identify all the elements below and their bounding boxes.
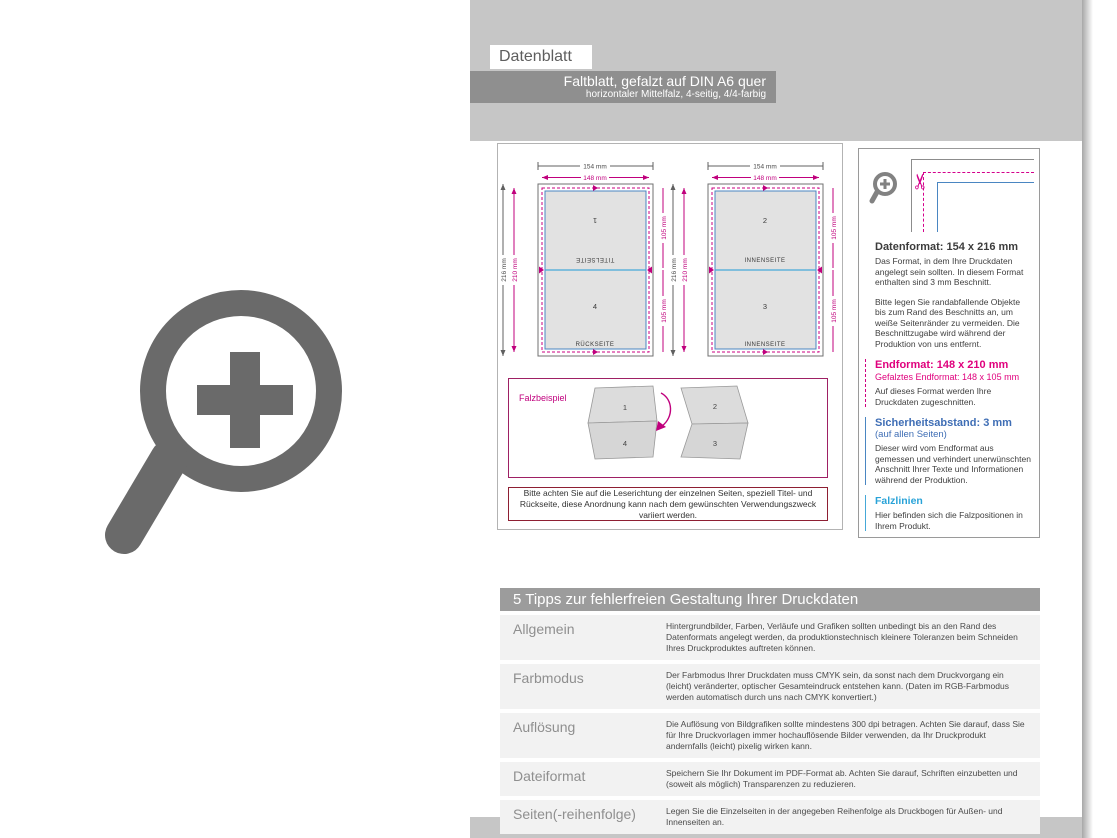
sicherheitsabstand-text: Dieser wird vom Endformat aus gemessen und verhindert unerwünschten Anschnitt Ihrer Texte und Informationen während der Produktion. [875, 443, 1031, 485]
fold-direction-arrow [661, 393, 671, 426]
datenformat-text: Bitte legen Sie randabfallende Objekte bis zum Rand des Beschnitts an, um weiße Seitenränder zu vermeiden. Die Beschnittzugabe wird während der Produktion von uns entfernt. [875, 296, 1021, 349]
measure-height-inner: 210 mm [512, 258, 519, 282]
measure-width-outer: 154 mm [753, 163, 777, 171]
tip-text: Hintergrundbilder, Farben, Verläufe und Grafiken sollten unbedingt bis an den Rand des Datenformats angelegt werden, da produktionstechnisch kleinere Toleranzen beim Schneiden Ihres Druckproduktes auftreten können. [666, 621, 1018, 653]
measure-height-outer: 216 mm [501, 258, 508, 282]
measure-half-top: 105 mm [831, 216, 838, 240]
product-name: Faltblatt, gefalzt auf DIN A6 quer [563, 72, 766, 89]
endformat-folded: Gefalztes Endformat: 148 x 105 mm [875, 372, 1020, 382]
corner-detail-illustration [859, 149, 1039, 233]
sicherheitsabstand-sub: (auf allen Seiten) [875, 429, 947, 440]
measure-width-inner: 148 mm [583, 175, 607, 182]
sheet-page-number: 2 [712, 402, 718, 411]
page-edge-shadow [1082, 0, 1093, 838]
format-info-panel [858, 148, 1040, 538]
fold-example-panel [508, 378, 828, 478]
page-title: Datenblatt [490, 45, 592, 69]
table-row [500, 664, 1040, 709]
sheet-page-number: 1 [622, 403, 628, 412]
reading-direction-note: Bitte achten Sie auf die Leserichtung der einzelnen Seiten, speziell Titel- und Rückseite, diese Anordnung kann nach dem gewünschten Verwendungszweck variiert werden. [508, 487, 828, 521]
tips-table [500, 588, 1040, 834]
table-row [500, 800, 1040, 834]
page-label: TITELSEITE [575, 256, 615, 262]
page-layout-diagram-inner [666, 157, 844, 369]
page-number: 4 [592, 302, 598, 311]
sheet-page-number: 3 [712, 439, 718, 448]
table-row [500, 713, 1040, 758]
tip-label: Seiten(-reihenfolge) [513, 806, 636, 822]
tip-text: Legen Sie die Einzelseiten in der angegeben Reihenfolge als Druckbogen für Außen- und Innenseiten an. [666, 806, 1003, 827]
page-layout-diagram-outer [496, 157, 674, 369]
info-section-sicherheitsabstand [865, 417, 1031, 485]
datenformat-heading: Datenformat: 154 x 216 mm [875, 241, 1019, 253]
info-section-datenformat [865, 241, 1031, 349]
measure-width-inner: 148 mm [753, 175, 777, 182]
tip-text: Die Auflösung von Bildgrafiken sollte mindestens 300 dpi betragen. Achten Sie darauf, dass Sie für Ihre Druckvorlagen immer hochauflösende Bilder verwenden, da Ihr Druckprodukt andernfalls (leicht) pixelig wirken kann. [666, 719, 1025, 751]
measure-half-top: 105 mm [661, 216, 668, 240]
tip-label: Dateiformat [513, 768, 586, 784]
zoom-plus-icon [95, 233, 385, 563]
cut-line-dashed [923, 172, 1034, 232]
endformat-heading: Endformat: 148 x 210 mm [875, 359, 1009, 371]
tip-text: Speichern Sie Ihr Dokument im PDF-Format ab. Achten Sie darauf, Schriften einzubetten und (soweit als möglich) Transparenzen zu reduzieren. [666, 768, 1018, 789]
page-corner-lines [911, 159, 1034, 232]
tip-label: Auflösung [513, 719, 576, 735]
product-spec: horizontaler Mittelfalz, 4-seitig, 4/4-farbig [585, 88, 766, 100]
endformat-text: Auf dieses Format werden Ihre Druckdaten zugeschnitten. [875, 386, 992, 407]
info-section-endformat [865, 359, 1031, 407]
sheet-page-number: 4 [622, 439, 628, 448]
table-row [500, 762, 1040, 796]
info-section-falzlinien [865, 495, 1031, 531]
table-row [500, 615, 1040, 660]
tip-label: Farbmodus [513, 670, 584, 686]
product-subtitle-bar [470, 71, 776, 103]
measure-height-inner: 210 mm [682, 258, 689, 282]
page-label: INNENSEITE [744, 342, 786, 348]
measure-width-outer: 154 mm [583, 163, 607, 171]
page-label: RÜCKSEITE [575, 342, 615, 348]
fold-example-label: Falzbeispiel [519, 393, 567, 403]
sicherheitsabstand-heading: Sicherheitsabstand: 3 mm [875, 417, 1012, 429]
falzlinien-heading: Falzlinien [875, 495, 923, 507]
measure-height-outer: 216 mm [671, 258, 678, 282]
measure-half-bottom: 105 mm [831, 299, 838, 323]
measure-half-bottom: 105 mm [661, 299, 668, 323]
zoom-plus-icon-small [867, 169, 903, 207]
tips-header: 5 Tipps zur fehlerfreien Gestaltung Ihrer Druckdaten [500, 588, 1040, 611]
datenformat-text: Das Format, in dem Ihre Druckdaten angelegt sein sollten. In diesem Format enthalten sind 3 mm Beschnitt. [875, 256, 1024, 287]
page-label: INNENSEITE [744, 258, 786, 264]
page-number: 1 [592, 216, 598, 225]
falzlinien-text: Hier befinden sich die Falzpositionen in Ihrem Produkt. [875, 510, 1023, 531]
safety-line-blue [937, 182, 1034, 232]
page-number: 3 [762, 302, 768, 311]
page-number: 2 [762, 216, 768, 225]
tip-text: Der Farbmodus Ihrer Druckdaten muss CMYK sein, da sonst nach dem Druckvorgang ein (leicht) veränderter, optischer Gesamteindruck entstehen kann. (Daten im RGB-Farbmodus werden automatisch durch uns nach CMYK konvertiert.) [666, 670, 1009, 702]
scissors-icon: ✂ [909, 172, 933, 191]
tip-label: Allgemein [513, 621, 575, 637]
